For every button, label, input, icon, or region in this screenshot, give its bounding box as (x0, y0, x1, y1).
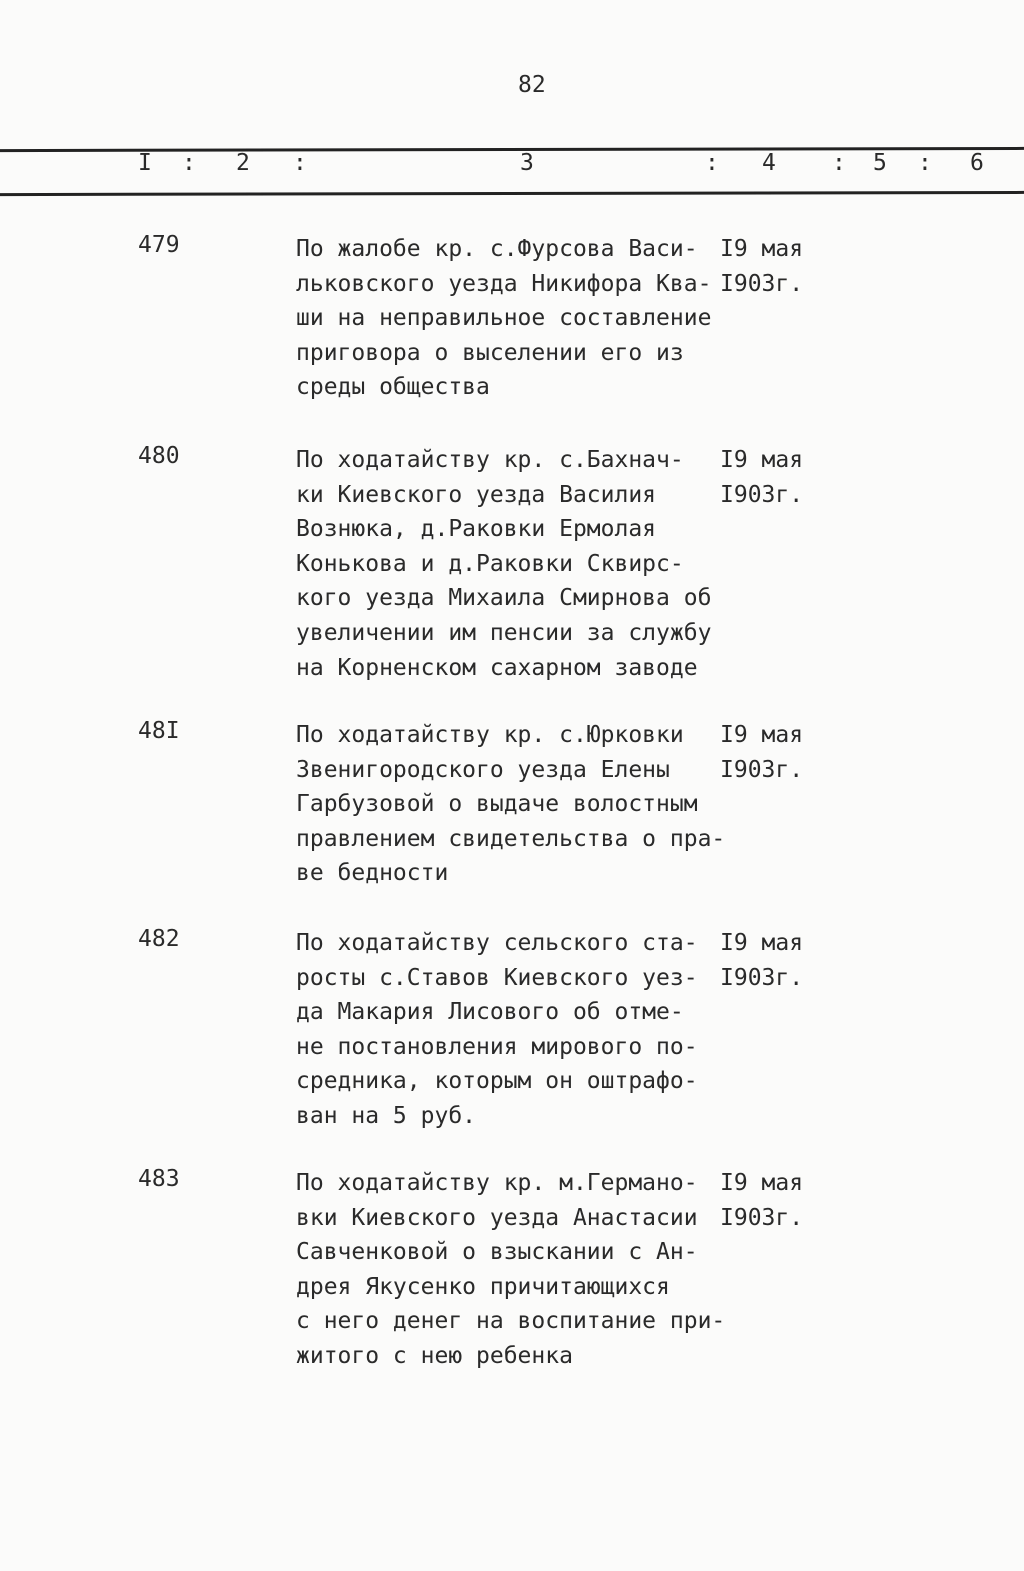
description-line: не постановления мирового по- (296, 1033, 698, 1060)
description-line: дрея Якусенко причитающихся (296, 1273, 670, 1300)
description-line: льковского уезда Никифора Ква- (296, 270, 712, 297)
date-line: I903г. (720, 270, 804, 297)
description-line: Савченковой о взыскании с Ан- (296, 1239, 698, 1266)
description-line: кого уезда Михаила Смирнова об (296, 585, 712, 612)
header-sep: : (705, 150, 719, 176)
header-sep: : (918, 150, 932, 176)
entry-description (296, 718, 725, 891)
page-number: 82 (518, 72, 546, 98)
description-line: По ходатайству кр. с.Юрковки (296, 722, 684, 748)
header-top-rule (0, 147, 1024, 152)
description-line: росты с.Ставов Киевского уез- (296, 964, 698, 991)
date-line: I903г. (720, 1204, 804, 1231)
description-line: да Макария Лисового об отме- (296, 999, 684, 1026)
description-line: ки Киевского уезда Василия (296, 481, 657, 508)
header-col-3: 3 (520, 150, 534, 176)
description-line: средника, которым он оштрафо- (296, 1068, 698, 1095)
header-bottom-rule (0, 191, 1024, 196)
description-line: По жалобе кр. с.Фурсова Васи- (296, 236, 698, 262)
description-line: увеличении им пенсии за службу (296, 619, 712, 646)
header-col-4: 4 (762, 150, 776, 176)
description-line: с него денег на воспитание при- (296, 1308, 726, 1335)
header-col-1: I (138, 150, 152, 176)
header-col-2: 2 (236, 150, 250, 176)
entry-date (720, 718, 803, 787)
date-line: I903г. (720, 481, 804, 508)
description-line: ван на 5 руб. (296, 1102, 477, 1129)
description-line: на Корненском сахарном заводе (296, 654, 698, 681)
header-sep: : (293, 150, 307, 176)
date-line: I903г. (720, 756, 804, 783)
description-line: ши на неправильное составление (296, 305, 712, 332)
entry-number: 48I (138, 718, 180, 744)
description-line: приговора о выселении его из (296, 339, 684, 366)
description-line: ве бедности (296, 860, 449, 887)
entry-description (296, 926, 698, 1134)
entry-number: 482 (138, 926, 180, 952)
entry-description (296, 1166, 725, 1374)
description-line: По ходатайству кр. с.Бахнач- (296, 447, 684, 473)
entry-number: 480 (138, 443, 180, 469)
header-sep: : (182, 150, 196, 176)
entry-date (720, 443, 803, 512)
description-line: правлением свидетельства о пра- (296, 825, 726, 852)
date-line: I9 мая (720, 447, 804, 473)
date-line: I9 мая (720, 722, 804, 748)
date-line: I9 мая (720, 1170, 804, 1196)
date-line: I9 мая (720, 236, 804, 262)
description-line: житого с нею ребенка (296, 1342, 573, 1369)
header-sep: : (832, 150, 846, 176)
date-line: I9 мая (720, 930, 804, 956)
description-line: Конькова и д.Раковки Сквирс- (296, 550, 684, 577)
header-col-6: 6 (970, 150, 984, 176)
entry-number: 483 (138, 1166, 180, 1192)
entry-description (296, 232, 711, 405)
description-line: По ходатайству кр. м.Германо- (296, 1170, 698, 1196)
description-line: Гарбузовой о выдаче волостным (296, 791, 698, 818)
entry-number: 479 (138, 232, 180, 258)
description-line: По ходатайству сельского ста- (296, 930, 698, 956)
description-line: вки Киевского уезда Анастасии (296, 1204, 698, 1231)
description-line: Звенигородского уезда Елены (296, 756, 670, 783)
header-col-5: 5 (873, 150, 887, 176)
entry-date (720, 232, 803, 301)
entry-date (720, 926, 803, 995)
entry-description (296, 443, 711, 685)
description-line: среды общества (296, 374, 490, 401)
entry-date (720, 1166, 803, 1235)
date-line: I903г. (720, 964, 804, 991)
description-line: Вознюка, д.Раковки Ермолая (296, 516, 657, 543)
